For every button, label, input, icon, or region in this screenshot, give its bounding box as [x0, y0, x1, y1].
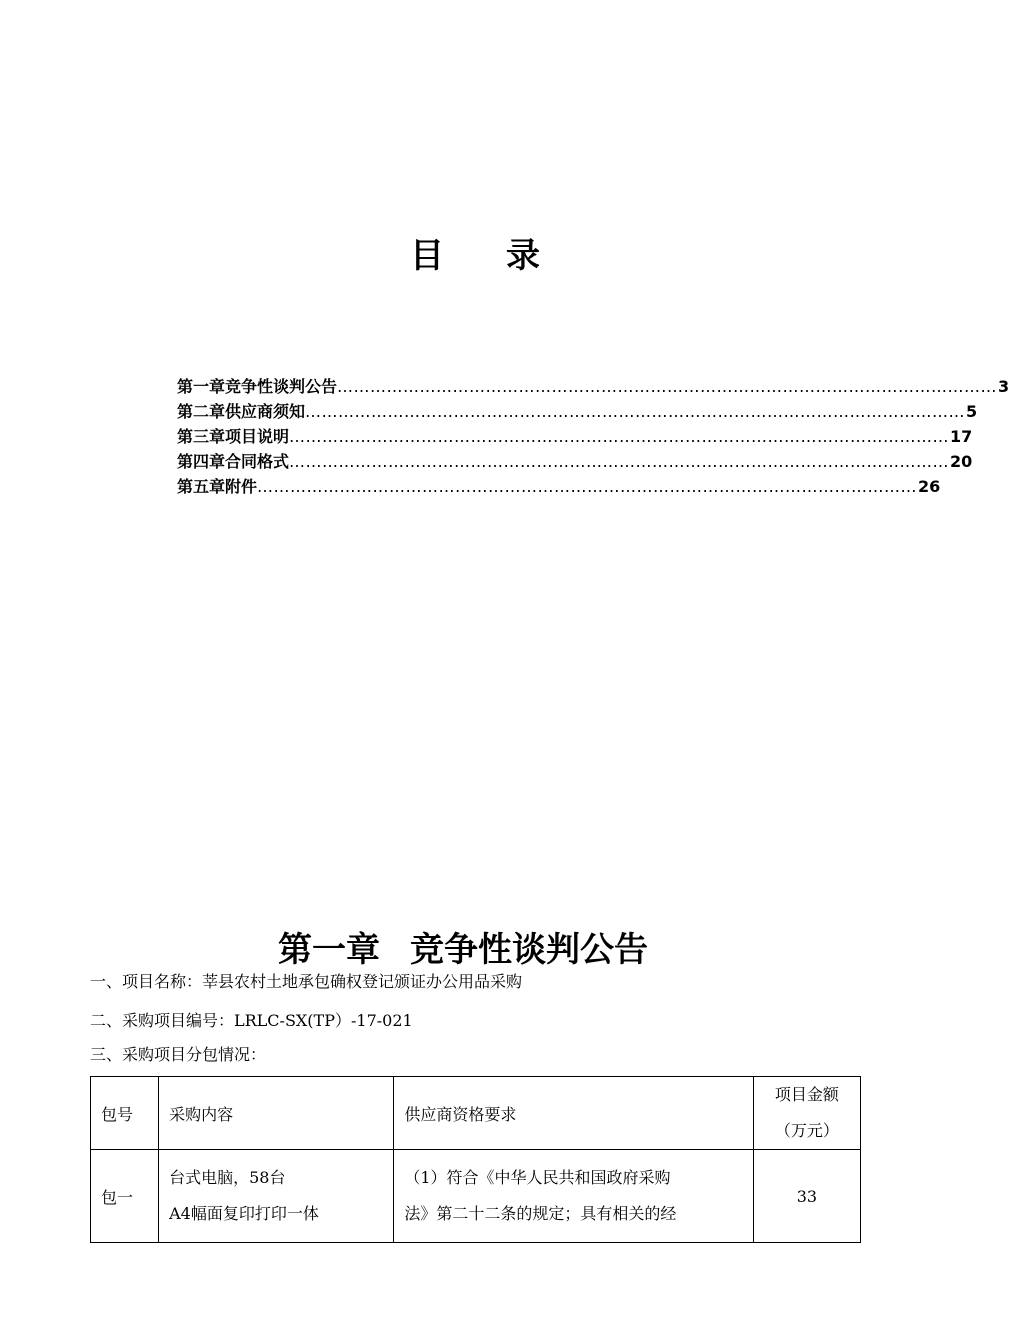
cell-requirements [394, 1150, 753, 1243]
chapter-heading [0, 922, 926, 971]
toc-entry-3[interactable] [177, 424, 973, 449]
toc-page-number: 17 [950, 427, 973, 446]
cell-amount: 33 [753, 1150, 860, 1243]
table-row [91, 1150, 861, 1243]
header-amount [753, 1077, 860, 1150]
toc-page-number: 5 [966, 402, 978, 421]
package-info-line: 三、采购项目分包情况： [90, 1045, 267, 1064]
cell-content-line1: 台式电脑，58台 [169, 1168, 286, 1187]
toc-chapter-label: 第一章 [177, 377, 226, 396]
toc-page-number: 20 [950, 452, 973, 471]
toc-entry-5[interactable] [177, 474, 941, 499]
header-requirements: 供应商资格要求 [394, 1077, 753, 1150]
cell-content-line2: A4幅面复印打印一体 [169, 1204, 319, 1223]
chapter-label: 第一章 [278, 930, 380, 970]
chapter-title: 竞争性谈判公告 [410, 930, 648, 970]
toc-title-left: 目 [410, 236, 444, 276]
cell-req-line1: （1）符合《中华人民共和国政府采购 [404, 1168, 671, 1187]
header-amount-line1: 项目金额 [774, 1085, 839, 1104]
toc-entry-1[interactable] [177, 374, 1009, 399]
toc-title [0, 228, 950, 277]
header-amount-line2: （万元） [774, 1121, 839, 1140]
toc-leader: ………………………………………………………………………………………………………… [305, 402, 966, 421]
toc-page-number: 26 [918, 477, 941, 496]
toc-entry-4[interactable] [177, 449, 973, 474]
toc-entry-name: 附件 [225, 477, 258, 496]
toc-entry-name: 合同格式 [225, 452, 290, 471]
toc-chapter-label: 第二章 [177, 402, 226, 421]
package-table [90, 1076, 861, 1243]
toc-entry-name: 供应商须知 [225, 402, 306, 421]
toc-leader: ………………………………………………………………………………………………………… [289, 452, 950, 471]
toc-title-right: 录 [506, 236, 540, 276]
toc-entry-name: 项目说明 [225, 427, 290, 446]
toc-leader: ………………………………………………………………………………………………………… [289, 427, 950, 446]
header-content: 采购内容 [159, 1077, 394, 1150]
toc-chapter-label: 第四章 [177, 452, 226, 471]
cell-content [159, 1150, 394, 1243]
project-number-line: 二、采购项目编号：LRLC-SX(TP）-17-021 [90, 1011, 413, 1030]
toc-entry-name: 竞争性谈判公告 [225, 377, 338, 396]
toc-list [177, 374, 1009, 499]
cell-package: 包一 [91, 1150, 159, 1243]
project-name-line: 一、项目名称：莘县农村土地承包确权登记颁证办公用品采购 [90, 972, 523, 991]
cell-req-line2: 法》第二十二条的规定；具有相关的经 [404, 1204, 677, 1223]
table-header-row [91, 1077, 861, 1150]
toc-chapter-label: 第五章 [177, 477, 226, 496]
header-package: 包号 [91, 1077, 159, 1150]
toc-leader: ………………………………………………………………………………………………………… [257, 477, 918, 496]
toc-entry-2[interactable] [177, 399, 978, 424]
toc-leader: ………………………………………………………………………………………………………… [337, 377, 998, 396]
toc-page-number: 3 [998, 377, 1009, 396]
toc-chapter-label: 第三章 [177, 427, 226, 446]
